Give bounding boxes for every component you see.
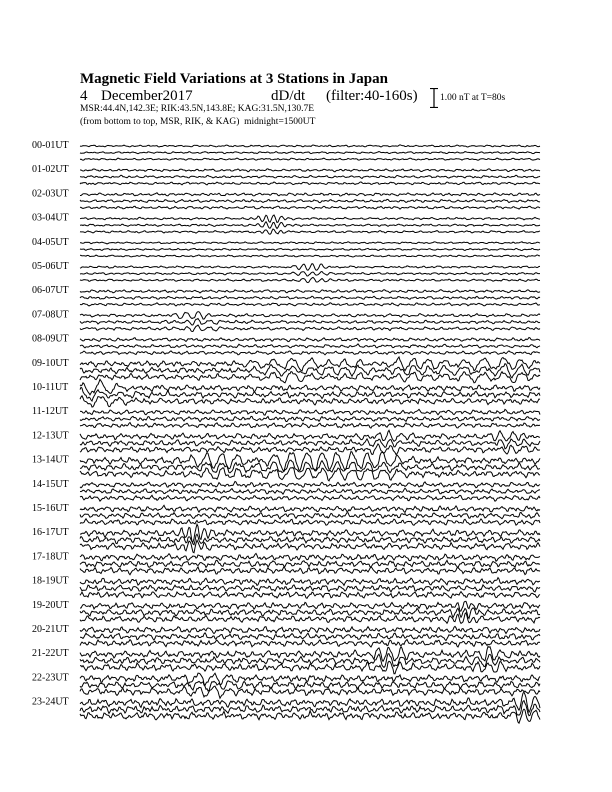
- scale-label: 1.00 nT at T=80s: [440, 93, 506, 103]
- trace-rik: [80, 512, 540, 518]
- trace-msr: [80, 592, 540, 599]
- hour-label: 11-12UT: [32, 406, 69, 418]
- hour-label: 06-07UT: [32, 285, 69, 297]
- trace-rik: [80, 222, 540, 229]
- date-month-year: December2017: [101, 88, 193, 104]
- trace-msr: [80, 495, 540, 501]
- trace-msr: [80, 661, 540, 673]
- trace-rik: [80, 248, 540, 250]
- trace-kag: [80, 242, 540, 244]
- hour-label: 04-05UT: [32, 236, 69, 248]
- trace-rik: [80, 175, 540, 178]
- trace-rik: [80, 585, 540, 592]
- trace-msr: [80, 372, 540, 383]
- trace-kag: [80, 379, 540, 394]
- trace-msr: [80, 686, 540, 698]
- hour-label: 05-06UT: [32, 261, 69, 272]
- trace-rik: [80, 296, 540, 299]
- trace-kag: [80, 409, 540, 415]
- trace-msr: [80, 423, 540, 429]
- hour-label: 07-08UT: [32, 309, 69, 321]
- hour-label: 03-04UT: [32, 212, 69, 224]
- trace-msr: [80, 158, 540, 160]
- hour-label: 20-21UT: [32, 624, 69, 635]
- trace-rik: [80, 272, 540, 277]
- hour-label: 01-02UT: [32, 164, 69, 176]
- hour-label: 09-10UT: [32, 357, 69, 369]
- trace-kag: [80, 430, 540, 441]
- trace-kag: [80, 215, 540, 223]
- trace-msr: [80, 709, 540, 723]
- trace-rik: [80, 416, 540, 422]
- hour-label: 02-03UT: [32, 188, 69, 200]
- trace-msr: [80, 255, 540, 257]
- trace-msr: [80, 519, 540, 526]
- hour-label: 17-18UT: [32, 551, 69, 563]
- trace-kag: [80, 357, 540, 371]
- trace-msr: [80, 613, 540, 624]
- trace-msr: [80, 277, 540, 282]
- trace-rik: [80, 681, 540, 691]
- trace-kag: [80, 290, 540, 293]
- hour-label: 13-14UT: [32, 454, 69, 466]
- chart-title: Magnetic Field Variations at 3 Stations in Japan: [80, 71, 388, 87]
- filter-label: (filter:40-160s): [326, 88, 418, 104]
- trace-kag: [80, 578, 540, 586]
- midnight-note: midnight=1500UT: [244, 117, 316, 127]
- hour-label: 23-24UT: [32, 696, 69, 708]
- hour-label: 14-15UT: [32, 478, 69, 490]
- trace-rik: [80, 152, 540, 154]
- trace-msr: [80, 303, 540, 306]
- trace-kag: [80, 626, 540, 633]
- hour-label: 10-11UT: [32, 382, 69, 393]
- quantity-label: dD/dt: [271, 88, 306, 104]
- hour-label: 19-20UT: [32, 599, 69, 611]
- trace-kag: [80, 481, 540, 488]
- trace-msr: [80, 229, 540, 234]
- trace-msr: [80, 640, 540, 648]
- hour-label: 18-19UT: [32, 575, 69, 587]
- trace-kag: [80, 647, 540, 662]
- trace-kag: [80, 169, 540, 172]
- trace-kag: [80, 553, 540, 561]
- hour-label: 21-22UT: [32, 648, 69, 660]
- trace-kag: [80, 312, 540, 320]
- trace-msr: [80, 206, 540, 209]
- trace-msr: [80, 351, 540, 355]
- trace-kag: [80, 145, 540, 147]
- date-day: 4: [80, 88, 88, 104]
- hour-label: 00-01UT: [32, 140, 69, 151]
- hour-label: 12-13UT: [32, 430, 69, 442]
- hour-label: 22-23UT: [32, 672, 69, 684]
- hour-label: 08-09UT: [32, 333, 69, 345]
- trace-kag: [80, 193, 540, 196]
- trace-rik: [80, 344, 540, 348]
- hour-label: 16-17UT: [32, 527, 69, 539]
- trace-kag: [80, 505, 540, 512]
- trace-rik: [80, 633, 540, 641]
- trace-kag: [80, 264, 540, 271]
- station-coordinates: MSR:44.4N,142.3E; RIK:43.5N,143.8E; KAG:31.5N,130.7E: [80, 104, 315, 114]
- trace-rik: [80, 488, 540, 494]
- order-note: (from bottom to top, MSR, RIK, & KAG): [80, 117, 240, 127]
- trace-msr: [80, 444, 540, 455]
- trace-kag: [80, 338, 540, 342]
- trace-rik: [80, 199, 540, 202]
- trace-rik: [80, 439, 540, 449]
- trace-kag: [80, 452, 540, 471]
- trace-msr: [80, 325, 540, 332]
- trace-rik: [80, 319, 540, 326]
- trace-msr: [80, 182, 540, 185]
- trace-rik: [80, 560, 540, 568]
- trace-kag: [80, 524, 540, 542]
- hour-label: 15-16UT: [32, 503, 69, 514]
- trace-msr: [80, 467, 540, 481]
